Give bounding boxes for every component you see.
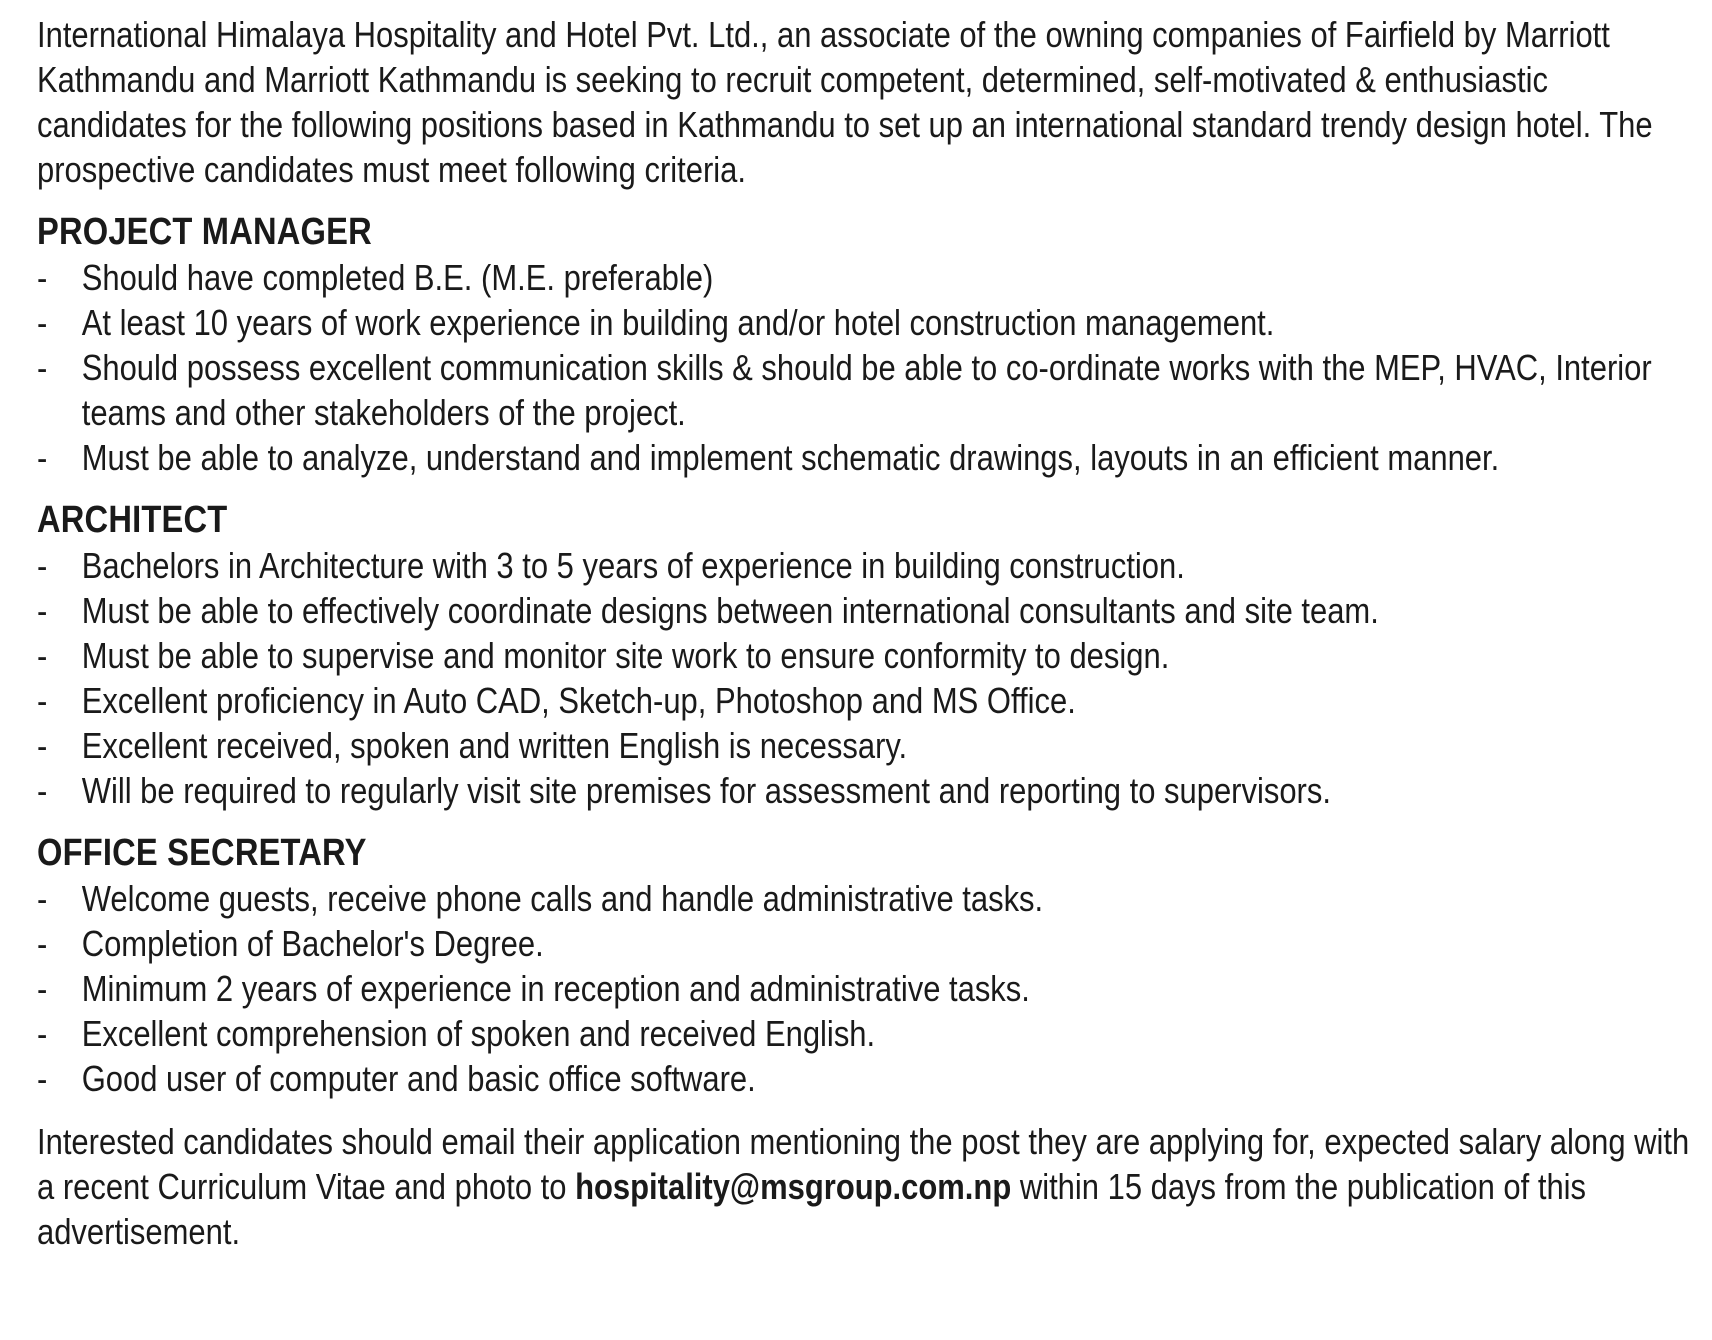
section-office-secretary: [37, 831, 1697, 1101]
section-architect: [37, 498, 1697, 813]
requirement-item: [37, 678, 1697, 723]
requirements-list: [37, 876, 1697, 1101]
requirement-text: Minimum 2 years of experience in reception and administrative tasks.: [81, 968, 1030, 1009]
advertisement-body: [37, 12, 1697, 1254]
bullet-dash: -: [37, 635, 48, 676]
requirement-text: Completion of Bachelor's Degree.: [81, 923, 544, 964]
bullet-dash: -: [37, 680, 48, 721]
bullet-dash: -: [37, 545, 48, 586]
requirement-item: [37, 435, 1697, 480]
intro-paragraph: International Himalaya Hospitality and Hotel Pvt. Ltd., an associate of the owning companies of Fairfield by Marriott Kathmandu and Marriott Kathmandu is seeking to recruit competent, determined, self-motivated & enthusiastic candidates for the following positions based in Kathmandu to set up an international standard trendy design hotel. The prospective candidates must meet following criteria.: [37, 14, 1653, 190]
application-text-end: within 15 days from the publication of this advertisement.: [37, 1166, 1587, 1252]
bullet-dash: -: [37, 257, 48, 298]
requirement-text: Excellent proficiency in Auto CAD, Sketch-up, Photoshop and MS Office.: [81, 680, 1076, 721]
bullet-dash: -: [37, 302, 48, 343]
requirement-text: Should have completed B.E. (M.E. preferable): [81, 257, 714, 298]
requirement-text: Must be able to analyze, understand and implement schematic drawings, layouts in an efficient manner.: [81, 437, 1500, 478]
requirement-text: Bachelors in Architecture with 3 to 5 years of experience in building construction.: [81, 545, 1185, 586]
requirement-item: [37, 966, 1697, 1011]
bullet-dash: -: [37, 878, 48, 919]
requirement-text: Welcome guests, receive phone calls and handle administrative tasks.: [81, 878, 1044, 919]
requirement-item: [37, 345, 1697, 435]
requirements-list: [37, 543, 1697, 813]
requirement-text: Must be able to supervise and monitor site work to ensure conformity to design.: [81, 635, 1170, 676]
section-title: ARCHITECT: [37, 499, 228, 541]
bullet-dash: -: [37, 1058, 48, 1099]
requirement-item: [37, 588, 1697, 633]
requirement-text: At least 10 years of work experience in building and/or hotel construction management.: [81, 302, 1275, 343]
section-title: PROJECT MANAGER: [37, 211, 372, 253]
requirement-item: [37, 723, 1697, 768]
requirement-item: [37, 876, 1697, 921]
application-paragraph: [37, 1119, 1697, 1254]
bullet-dash: -: [37, 770, 48, 811]
section-project-manager: [37, 210, 1697, 480]
requirement-item: [37, 300, 1697, 345]
requirement-text: Good user of computer and basic office software.: [81, 1058, 756, 1099]
requirement-item: [37, 255, 1697, 300]
requirement-text: Should possess excellent communication skills & should be able to co-ordinate works with the MEP, HVAC, Interior teams and other stakeholders of the project.: [81, 347, 1652, 433]
requirement-text: Must be able to effectively coordinate designs between international consultants and site team.: [81, 590, 1379, 631]
bullet-dash: -: [37, 437, 48, 478]
bullet-dash: -: [37, 590, 48, 631]
section-title: OFFICE SECRETARY: [37, 832, 367, 874]
requirement-item: [37, 1056, 1697, 1101]
bullet-dash: -: [37, 1013, 48, 1054]
requirement-item: [37, 633, 1697, 678]
requirement-item: [37, 543, 1697, 588]
contact-email: hospitality@msgroup.com.np: [575, 1166, 1012, 1207]
bullet-dash: -: [37, 725, 48, 766]
bullet-dash: -: [37, 347, 48, 388]
application-instructions: [37, 1119, 1697, 1254]
job-advertisement: [37, 12, 1697, 1254]
requirement-text: Excellent comprehension of spoken and received English.: [81, 1013, 876, 1054]
requirement-text: Excellent received, spoken and written English is necessary.: [81, 725, 908, 766]
requirement-item: [37, 921, 1697, 966]
requirement-text: Will be required to regularly visit site premises for assessment and reporting to supervisors.: [81, 770, 1331, 811]
bullet-dash: -: [37, 968, 48, 1009]
application-text: Interested candidates should email their application mentioning the post they are applying for, expected salary along with a recent Curriculum Vitae and photo to: [37, 1121, 1690, 1207]
requirement-item: [37, 768, 1697, 813]
intro-section: [37, 12, 1697, 192]
requirements-list: [37, 255, 1697, 480]
bullet-dash: -: [37, 923, 48, 964]
requirement-item: [37, 1011, 1697, 1056]
